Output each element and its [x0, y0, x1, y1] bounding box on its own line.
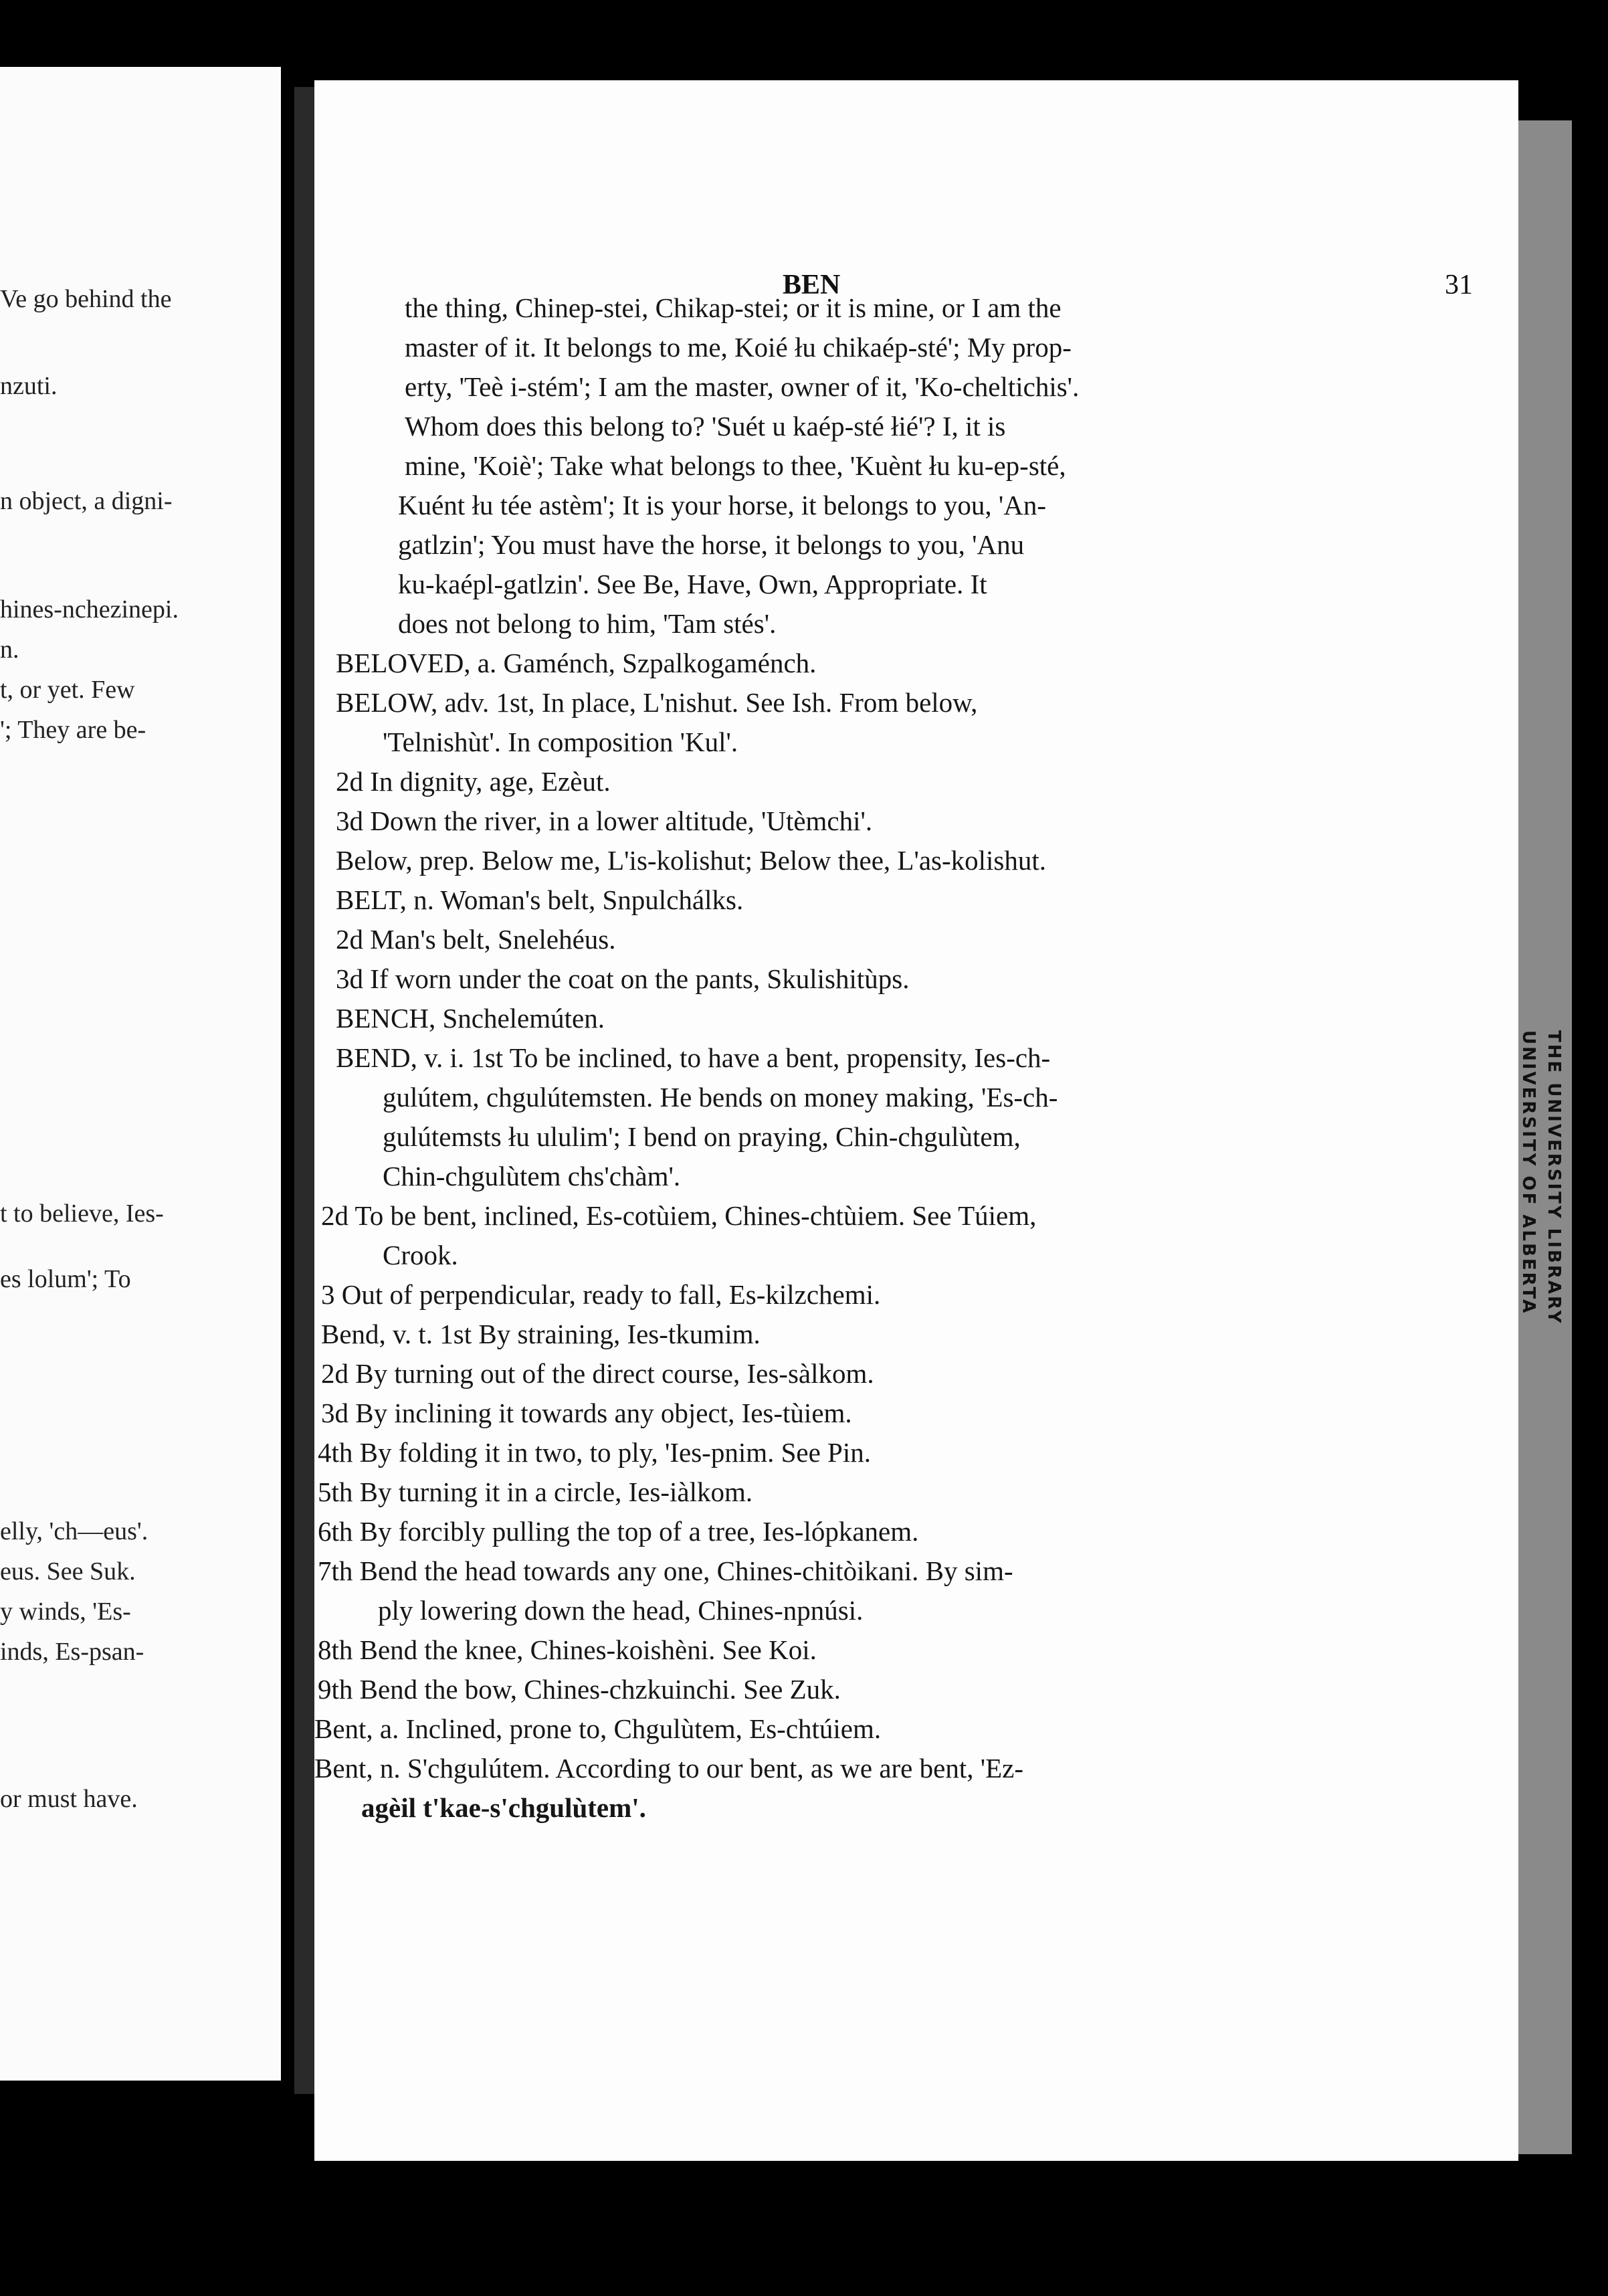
- left-text-line: n object, a digni-: [0, 487, 173, 515]
- text-line: 8th Bend the knee, Chines-koishèni. See Koi.: [318, 1634, 817, 1665]
- text-line: gatlzin'; You must have the horse, it belongs to you, 'Anu: [398, 529, 1025, 560]
- library-stamp: [1513, 1030, 1567, 1619]
- entry-headword-line: Bent, a. Inclined, prone to, Chgulùtem, Es-chtúiem.: [314, 1713, 882, 1744]
- text-line: gulútem, chgulútemsten. He bends on money making, 'Es-ch-: [383, 1082, 1058, 1113]
- text-line: 2d Man's belt, Snelehéus.: [336, 924, 616, 955]
- text-line: 3 Out of perpendicular, ready to fall, Es-kilzchemi.: [321, 1279, 881, 1310]
- stamp-line: THE UNIVERSITY LIBRARY: [1544, 1030, 1564, 1325]
- stamp-line: UNIVERSITY OF ALBERTA: [1518, 1030, 1538, 1315]
- text-line: 3d If worn under the coat on the pants, Skulishitùps.: [336, 963, 910, 994]
- left-text-line: eus. See Suk.: [0, 1557, 136, 1586]
- text-line: 3d Down the river, in a lower altitude, 'Utèmchi'.: [336, 805, 873, 836]
- entry-headword-line: Bend, v. t. 1st By straining, Ies-tkumim.: [321, 1319, 761, 1349]
- text-line: 2d By turning out of the direct course, Ies-sàlkom.: [321, 1358, 874, 1389]
- text-line: agèil t'kae-s'chgulùtem'.: [361, 1792, 646, 1823]
- text-line: Below, prep. Below me, L'is-kolishut; Below thee, L'as-kolishut.: [336, 845, 1047, 876]
- left-text-line: hines-nchezinepi.: [0, 595, 179, 624]
- page-number: 31: [1445, 270, 1473, 300]
- left-text-line: '; They are be-: [0, 716, 146, 744]
- text-line: 2d To be bent, inclined, Es-cotùiem, Chines-chtùiem. See Túiem,: [321, 1200, 1037, 1231]
- text-line: Kuént łu tée astèm'; It is your horse, it belongs to you, 'An-: [398, 490, 1047, 520]
- entry-headword-line: BELOW, adv. 1st, In place, L'nishut. See Ish. From below,: [336, 687, 978, 718]
- text-line: 6th By forcibly pulling the top of a tree, Ies-lópkanem.: [318, 1516, 919, 1547]
- text-line: erty, 'Teè i-stém'; I am the master, owner of it, 'Ko-cheltichis'.: [405, 371, 1080, 402]
- text-line: the thing, Chinep-stei, Chikap-stei; or it is mine, or I am the: [405, 292, 1062, 323]
- facing-page-fragment: [0, 67, 281, 2081]
- entry-headword-line: BELT, n. Woman's belt, Snpulchálks.: [336, 884, 744, 915]
- left-text-line: elly, 'ch—eus'.: [0, 1517, 148, 1545]
- entry-headword-line: BELOVED, a. Gaménch, Szpalkogaménch.: [336, 648, 817, 678]
- text-line: 3d By inclining it towards any object, Ies-tùiem.: [321, 1398, 852, 1428]
- text-line: 2d In dignity, age, Ezèut.: [336, 766, 611, 797]
- text-line: Crook.: [383, 1240, 458, 1270]
- running-head: BEN: [783, 270, 841, 300]
- left-text-line: t to believe, Ies-: [0, 1200, 164, 1228]
- text-line: 7th Bend the head towards any one, Chines-chitòikani. By sim-: [318, 1555, 1013, 1586]
- text-line: master of it. It belongs to me, Koié łu chikaép-sté'; My prop-: [405, 332, 1072, 363]
- text-line: mine, 'Koiè'; Take what belongs to thee, 'Kuènt łu ku-ep-sté,: [405, 450, 1066, 481]
- text-line: 'Telnishùt'. In composition 'Kul'.: [383, 727, 738, 757]
- text-line: 9th Bend the bow, Chines-chzkuinchi. See Zuk.: [318, 1674, 841, 1705]
- text-line: Whom does this belong to? 'Suét u kaép-sté łié'? I, it is: [405, 411, 1006, 442]
- left-text-line: es lolum'; To: [0, 1265, 131, 1293]
- text-line: gulútemsts łu ululim'; I bend on praying, Chin-chgulùtem,: [383, 1121, 1021, 1152]
- left-text-line: or must have.: [0, 1785, 138, 1813]
- left-text-line: inds, Es-psan-: [0, 1638, 144, 1666]
- left-text-line: y winds, 'Es-: [0, 1598, 131, 1626]
- text-line: Chin-chgulùtem chs'chàm'.: [383, 1161, 681, 1191]
- entry-headword-line: BEND, v. i. 1st To be inclined, to have a bent, propensity, Ies-ch-: [336, 1042, 1051, 1073]
- text-line: 4th By folding it in two, to ply, 'Ies-pnim. See Pin.: [318, 1437, 871, 1468]
- entry-headword-line: Bent, n. S'chgulútem. According to our bent, as we are bent, 'Ez-: [314, 1753, 1023, 1784]
- text-line: 5th By turning it in a circle, Ies-iàlkom.: [318, 1476, 753, 1507]
- left-text-line: nzuti.: [0, 372, 58, 400]
- dictionary-page: [314, 80, 1518, 2161]
- text-line: does not belong to him, 'Tam stés'.: [398, 608, 777, 639]
- book-gutter: [294, 87, 314, 2094]
- entry-headword-line: BENCH, Snchelemúten.: [336, 1003, 605, 1034]
- left-text-line: t, or yet. Few: [0, 676, 135, 704]
- text-line: ku-kaépl-gatlzin'. See Be, Have, Own, Appropriate. It: [398, 569, 987, 599]
- left-text-line: Ve go behind the: [0, 285, 172, 313]
- left-text-line: n.: [0, 636, 19, 664]
- text-line: ply lowering down the head, Chines-npnúsi.: [378, 1595, 864, 1626]
